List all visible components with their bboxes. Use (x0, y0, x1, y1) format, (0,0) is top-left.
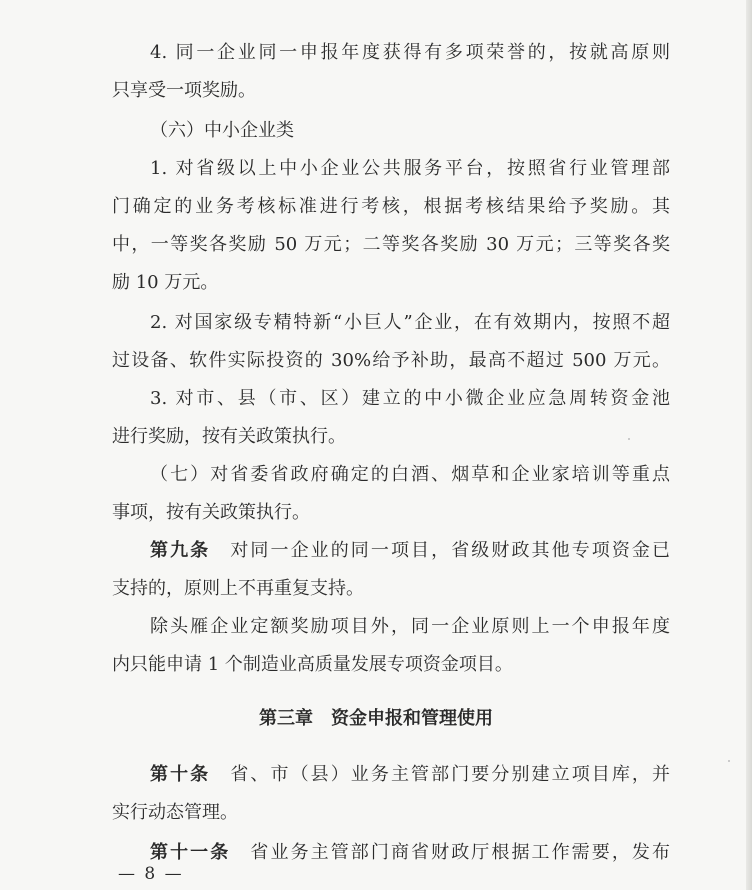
article-9-line (150, 538, 670, 564)
section-heading: （六）中小企业类 (150, 120, 294, 141)
paragraph-line: 只享受一项奖励。 (112, 80, 256, 101)
article-text: 省、市（县）业务主管部门要分别建立项目库，并 (228, 764, 671, 785)
paragraph-line: 中，一等奖各奖励 50 万元；二等奖各奖励 30 万元；三等奖各奖 (112, 234, 670, 255)
scan-speck (728, 760, 730, 762)
paragraph-line: 1. 对省级以上中小企业公共服务平台，按照省行业管理部 (150, 158, 670, 179)
chapter-heading: 第三章 资金申报和管理使用 (259, 708, 493, 729)
scan-speck (628, 438, 630, 440)
paragraph-line: 过设备、软件实际投资的 30%给予补助，最高不超过 500 万元。 (112, 350, 670, 371)
paragraph-line: 除头雁企业定额奖励项目外，同一企业原则上一个申报年度 (150, 616, 670, 637)
page-number: — 8 — (118, 864, 184, 884)
article-label: 第十一条 (150, 842, 231, 863)
article-text: 省业务主管部门商省财政厅根据工作需要，发布 (248, 842, 671, 863)
paragraph-line: 实行动态管理。 (112, 802, 238, 823)
paragraph-line: 事项，按有关政策执行。 (112, 502, 310, 523)
paragraph-line: 4. 同一企业同一申报年度获得有多项荣誉的，按就高原则 (150, 42, 670, 63)
article-10-line (150, 762, 670, 788)
article-label: 第九条 (150, 540, 211, 561)
paragraph-line: 支持的，原则上不再重复支持。 (112, 578, 364, 599)
paragraph-line: 2. 对国家级专精特新“小巨人”企业，在有效期内，按照不超 (150, 312, 670, 333)
paragraph-line: （七）对省委省政府确定的白酒、烟草和企业家培训等重点 (150, 464, 670, 485)
article-11-line (150, 840, 670, 866)
article-text: 对同一企业的同一项目，省级财政其他专项资金已 (228, 540, 671, 561)
paragraph-line: 进行奖励，按有关政策执行。 (112, 426, 346, 447)
paragraph-line: 内只能申请 1 个制造业高质量发展专项资金项目。 (112, 654, 513, 675)
paragraph-line: 励 10 万元。 (112, 272, 219, 293)
paragraph-line: 门确定的业务考核标准进行考核，根据考核结果给予奖励。其 (112, 196, 670, 217)
scan-edge (746, 0, 752, 890)
paragraph-line: 3. 对市、县（市、区）建立的中小微企业应急周转资金池 (150, 388, 670, 409)
article-label: 第十条 (150, 764, 211, 785)
